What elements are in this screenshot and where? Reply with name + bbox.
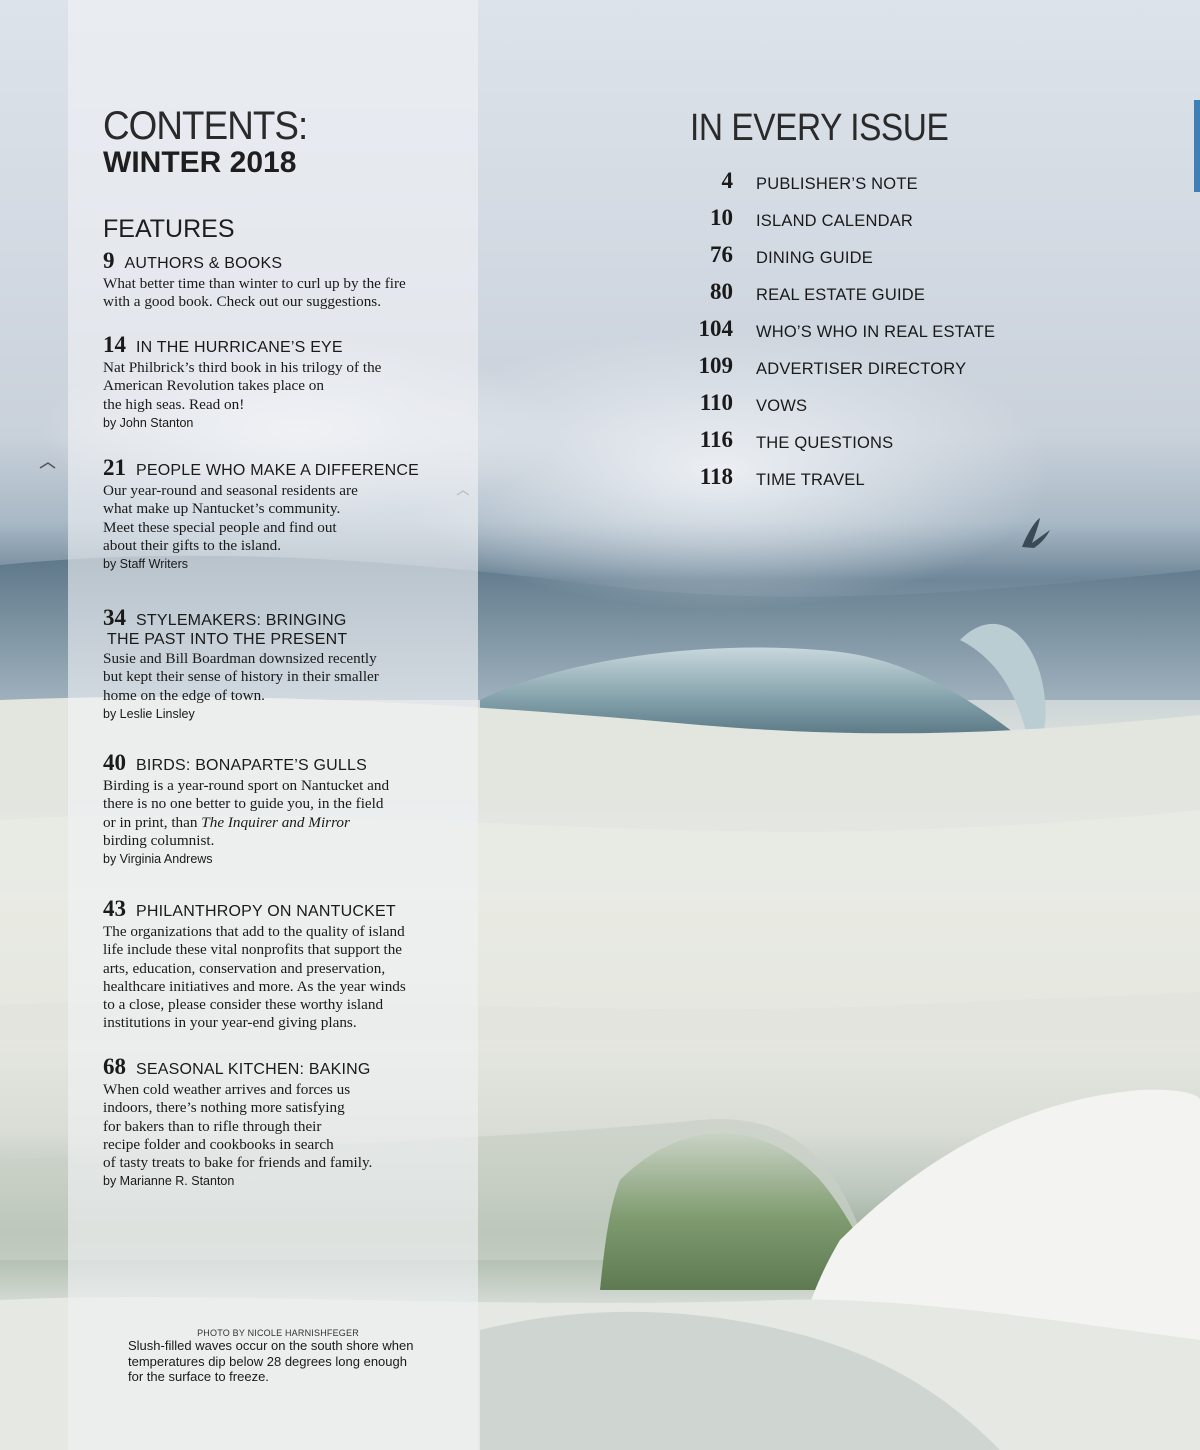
feature-item[interactable] (103, 750, 473, 866)
issue-page-number: 104 (698, 316, 733, 341)
feature-byline: by Marianne R. Stanton (103, 1174, 235, 1189)
issue-page-number: 80 (710, 279, 733, 304)
feature-page-number: 14 (103, 332, 126, 357)
issue-item[interactable] (660, 277, 1060, 314)
issue-label: REAL ESTATE GUIDE (756, 286, 926, 304)
issue-item[interactable] (660, 314, 1060, 351)
issue-page-number: 76 (710, 242, 733, 267)
feature-header (103, 248, 473, 274)
feature-title: BIRDS: BONAPARTE’S GULLS (136, 757, 367, 774)
feature-item[interactable] (103, 455, 473, 571)
issue-page-number: 109 (698, 353, 733, 378)
photo-credit: PHOTO BY NICOLE HARNISHFEGER (197, 1328, 359, 1338)
feature-byline: by Virginia Andrews (103, 852, 213, 867)
feature-item[interactable] (103, 605, 473, 721)
features-heading: FEATURES (103, 215, 235, 243)
feature-description: The organizations that add to the quality of island life include these vital nonprofits that support the arts, education, conservation and preservation, healthcare initiatives and more. As the year winds to a close, please consider these worthy island institutions in your year-end giving plans. (103, 923, 406, 1032)
issue-item[interactable] (660, 240, 1060, 277)
issue-item[interactable] (660, 351, 1060, 388)
feature-header (103, 750, 473, 776)
issue-item[interactable] (660, 166, 1060, 203)
feature-item[interactable] (103, 332, 473, 430)
feature-title: PEOPLE WHO MAKE A DIFFERENCE (136, 462, 419, 479)
issue-item[interactable] (660, 388, 1060, 425)
every-issue-list (660, 166, 1060, 499)
issue-label: TIME TRAVEL (756, 471, 865, 489)
issue-page-number: 110 (699, 390, 733, 415)
feature-page-number: 9 (103, 248, 115, 273)
issue-page-number: 118 (699, 464, 733, 489)
feature-page-number: 43 (103, 896, 126, 921)
feature-header (103, 455, 473, 481)
issue-page-number: 10 (710, 205, 733, 230)
every-issue-heading: IN EVERY ISSUE (690, 107, 949, 149)
feature-page-number: 21 (103, 455, 126, 480)
issue-label: PUBLISHER’S NOTE (756, 175, 918, 193)
feature-description: Our year-round and seasonal residents are what make up Nantucket’s community. Meet these special people and find out about their gifts to the island. (103, 482, 358, 554)
feature-header (103, 605, 473, 649)
photo-caption (128, 1328, 428, 1385)
issue-label: ADVERTISER DIRECTORY (756, 360, 967, 378)
feature-title: SEASONAL KITCHEN: BAKING (136, 1061, 371, 1078)
publication-name: The Inquirer and Mirror (201, 813, 350, 831)
page-edge-tab (1194, 100, 1200, 192)
issue-page-number: 4 (721, 168, 733, 193)
contents-title: CONTENTS: (103, 104, 308, 148)
issue-page-number: 116 (699, 427, 733, 452)
feature-item[interactable] (103, 1054, 473, 1188)
feature-title-continued: THE PAST INTO THE PRESENT (107, 631, 348, 648)
issue-subtitle: WINTER 2018 (103, 146, 297, 179)
feature-byline: by John Stanton (103, 415, 194, 430)
feature-header (103, 332, 473, 358)
feature-description: Nat Philbrick’s third book in his trilogy of the American Revolution takes place on the high seas. Read on! (103, 359, 382, 413)
feature-page-number: 68 (103, 1054, 126, 1079)
feature-page-number: 40 (103, 750, 126, 775)
feature-description: Susie and Bill Boardman downsized recently but kept their sense of history in their smaller home on the edge of town. (103, 650, 379, 704)
feature-header (103, 1054, 473, 1080)
feature-title: STYLEMAKERS: BRINGING (136, 612, 347, 629)
feature-description: When cold weather arrives and forces us indoors, there’s nothing more satisfying for bakers than to rifle through their recipe folder and cookbooks in search of tasty treats to bake for friends and family. (103, 1081, 373, 1172)
feature-title: PHILANTHROPY ON NANTUCKET (136, 903, 396, 920)
feature-title: AUTHORS & BOOKS (124, 255, 283, 272)
issue-item[interactable] (660, 203, 1060, 240)
issue-item[interactable] (660, 462, 1060, 499)
caption-text: Slush-filled waves occur on the south shore when temperatures dip below 28 degrees long enough for the surface to freeze. (128, 1338, 414, 1384)
feature-header (103, 896, 473, 922)
feature-title: IN THE HURRICANE’S EYE (136, 339, 343, 356)
feature-item[interactable] (103, 248, 473, 312)
feature-page-number: 34 (103, 605, 126, 630)
feature-description: What better time than winter to curl up by the fire with a good book. Check out our suggestions. (103, 275, 406, 311)
feature-item[interactable] (103, 896, 473, 1033)
issue-label: DINING GUIDE (756, 249, 873, 267)
seagull-icon (1022, 518, 1050, 548)
issue-label: WHO’S WHO IN REAL ESTATE (756, 323, 996, 341)
feature-byline: by Staff Writers (103, 557, 188, 572)
issue-label: VOWS (756, 397, 808, 415)
issue-item[interactable] (660, 425, 1060, 462)
issue-label: ISLAND CALENDAR (756, 212, 914, 230)
issue-label: THE QUESTIONS (756, 434, 894, 452)
feature-description: Birding is a year-round sport on Nantucket and there is no one better to guide you, in the field or in print, than The Inquirer and Mirror birding columnist. (103, 777, 390, 849)
feature-byline: by Leslie Linsley (103, 706, 195, 721)
